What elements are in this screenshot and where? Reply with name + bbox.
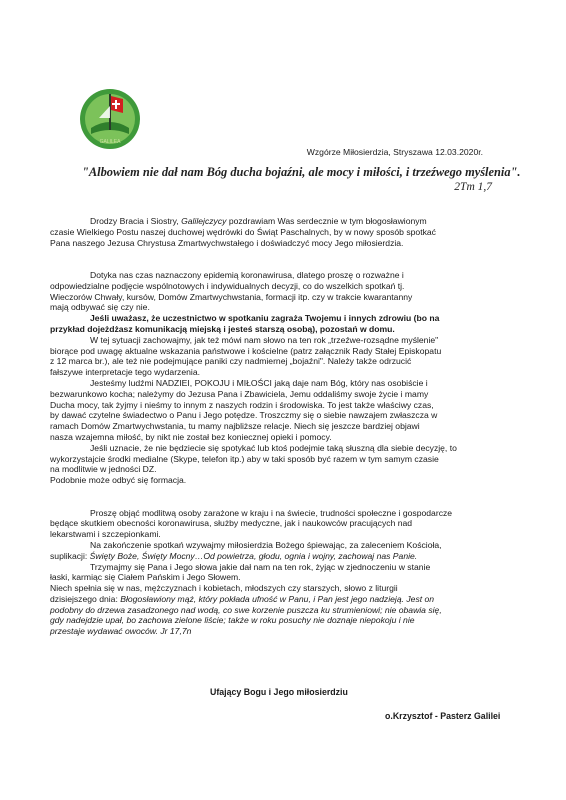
paragraph-line: Ducha mocy, tak żyjmy i nieśmy to innym z naszych rodzin i środowiska. To jest także właściwy czas, [50,399,434,410]
paragraph-line: podobny do drzewa zasadzonego nad wodą, co swe korzenie puszcza ku strumieniowi; nie obawia się, [50,604,442,615]
paragraph-line: Jeśli uznacie, że nie będziecie się spotykać lub ktoś podejmie taką słuszną dla siebie decyzję, to [90,442,457,453]
signature: o.Krzysztof - Pasterz Galilei [385,711,501,721]
paragraph-line: W tej sytuacji zachowajmy, jak też mówi nam słowo na ten rok „trzeźwe-rozsądne myślenie" [90,334,439,345]
paragraph-line: Drodzy Bracia i Siostry, Galilejczycy pozdrawiam Was serdecznie w tym błogosławionym [90,216,427,226]
quote-reference: 2Tm 1,7 [454,181,492,193]
paragraph-line: nasza wzajemna miłość, by nikt nie został bez koniecznej opieki i pomocy. [50,431,332,442]
paragraph-line: mają odbywać się czy nie. [50,302,150,313]
scripture-quote [82,165,521,193]
paragraph-line: wykorzystajcie środki medialne (Skype, telefon itp.) aby w taki sposób być razem w tym samym czasie [50,453,439,464]
paragraph-line: Jesteśmy ludźmi NADZIEI, POKOJU i MIŁOŚCI jaką daje nam Bóg, który nas osobiście i [90,377,428,388]
paragraph-line: Jeśli uważasz, że uczestnictwo w spotkaniu zagraża Twojemu i innych zdrowiu (bo na [90,313,440,324]
quote-text: "Albowiem nie dał nam Bóg ducha bojaźni, ale mocy i miłości, i trzeźwego myślenia". [82,165,521,179]
paragraph-line: suplikacji: Święty Boże, Święty Mocny…Od powietrza, głodu, ognia i wojny, zachowaj nas Panie. [50,550,418,561]
logo-text: GALILEA [99,139,121,145]
paragraph-line: gdy nadejdzie upał, bo zachowa zielone liście; także w roku posuchy nie doznaje niepokoju i nie [50,615,415,626]
paragraph-line: czasie Wielkiego Postu naszej duchowej wędrówki do Świąt Paschalnych, by w nowy sposób spotkać [50,226,436,237]
paragraph-line: będące skutkiem obecności koronawirusa, służby medyczne, jak i naukowców pracujących nad [50,518,413,529]
paragraph-line: dzisiejszego dnia: Błogosławiony mąż, który pokłada ufność w Panu, i Pan jest jego nadzieją. Jest on [50,593,435,604]
paragraph-line: bezwarunkowo kocha; należymy do Jezusa Pana i Zbawiciela, Jemu oddaliśmy swoje życie i mamy [50,388,429,399]
paragraph-line: Na zakończenie spotkań wzywajmy miłosierdzia Bożego śpiewając, za zaleceniem Kościoła, [90,539,442,550]
paragraph-line: przykład dojeżdżasz komunikacją miejską i jesteś starszą osobą), pozostań w domu. [50,323,395,334]
paragraph-line: lekarstwami i szczepionkami. [50,529,161,540]
paragraph-line: by dawać czytelne świadectwo o Panu i Jego potędze. Troszczmy się o siebie nawzajem zwłaszcza w [50,410,438,421]
paragraph-line: Pana naszego Jezusa Chrystusa Zmartwychwstałego i doświadczyć mocy Jego miłosierdzia. [50,237,404,248]
paragraph-line: fałszywe interpretacje tego wydarzenia. [50,367,200,378]
paragraph-line: Podobnie może odbyć się formacja. [50,475,187,486]
letter-body [50,216,520,637]
paragraph-line: biorące pod uwagę aktualne wskazania państwowe i kościelne (patrz załącznik Rady Stałej Episkopatu [50,345,442,356]
paragraph-line: ramach Domów Zmartwychwstania, tu mamy najbliższe relacje. Niech się jeszcze bardziej objawi [50,421,420,432]
paragraph-line: przestaje wydawać owoców. Jr 17,7n [50,626,192,637]
paragraph-line: Niech spełnia się w nas, mężczyznach i kobietach, młodszych czy starszych, słowo z liturgii [50,583,398,594]
paragraph-line: Wieczorów Chwały, kursów, Domów Zmartwychwstania, formacji itp. czy w trakcie kwarantanny [50,291,413,302]
paragraph-line: Dotyka nas czas naznaczony epidemią koronawirusa, dlatego proszę o rozważne i [90,269,404,280]
paragraph-line: łaski, karmiąc się Ciałem Pańskim i Jego Słowem. [50,572,241,583]
paragraph-line: Proszę objąć modlitwą osoby zarażone w kraju i na świecie, trudności społeczne i gospodarcze [90,507,453,518]
place-date: Wzgórze Miłosierdzia, Stryszawa 12.03.2020r. [306,147,483,157]
closing-line: Ufający Bogu i Jego miłosierdziu [210,687,348,697]
paragraph-line: z 12 marca br.), ale też nie podejmujące paniki czy nadmiernej „bojaźni". Należy także odrzucić [50,356,412,367]
paragraph-line: na modlitwie w jedności DZ. [50,464,157,475]
galilee-community-emblem-icon [79,88,141,150]
paragraph-line: odpowiedzialne podjęcie wspólnotowych i indywidualnych decyzji, co do wszelkich spotkań tj. [50,280,405,291]
paragraph-line: Trzymajmy się Pana i Jego słowa jakie dał nam na ten rok, żyjąc w zjednoczeniu w stanie [90,561,431,572]
